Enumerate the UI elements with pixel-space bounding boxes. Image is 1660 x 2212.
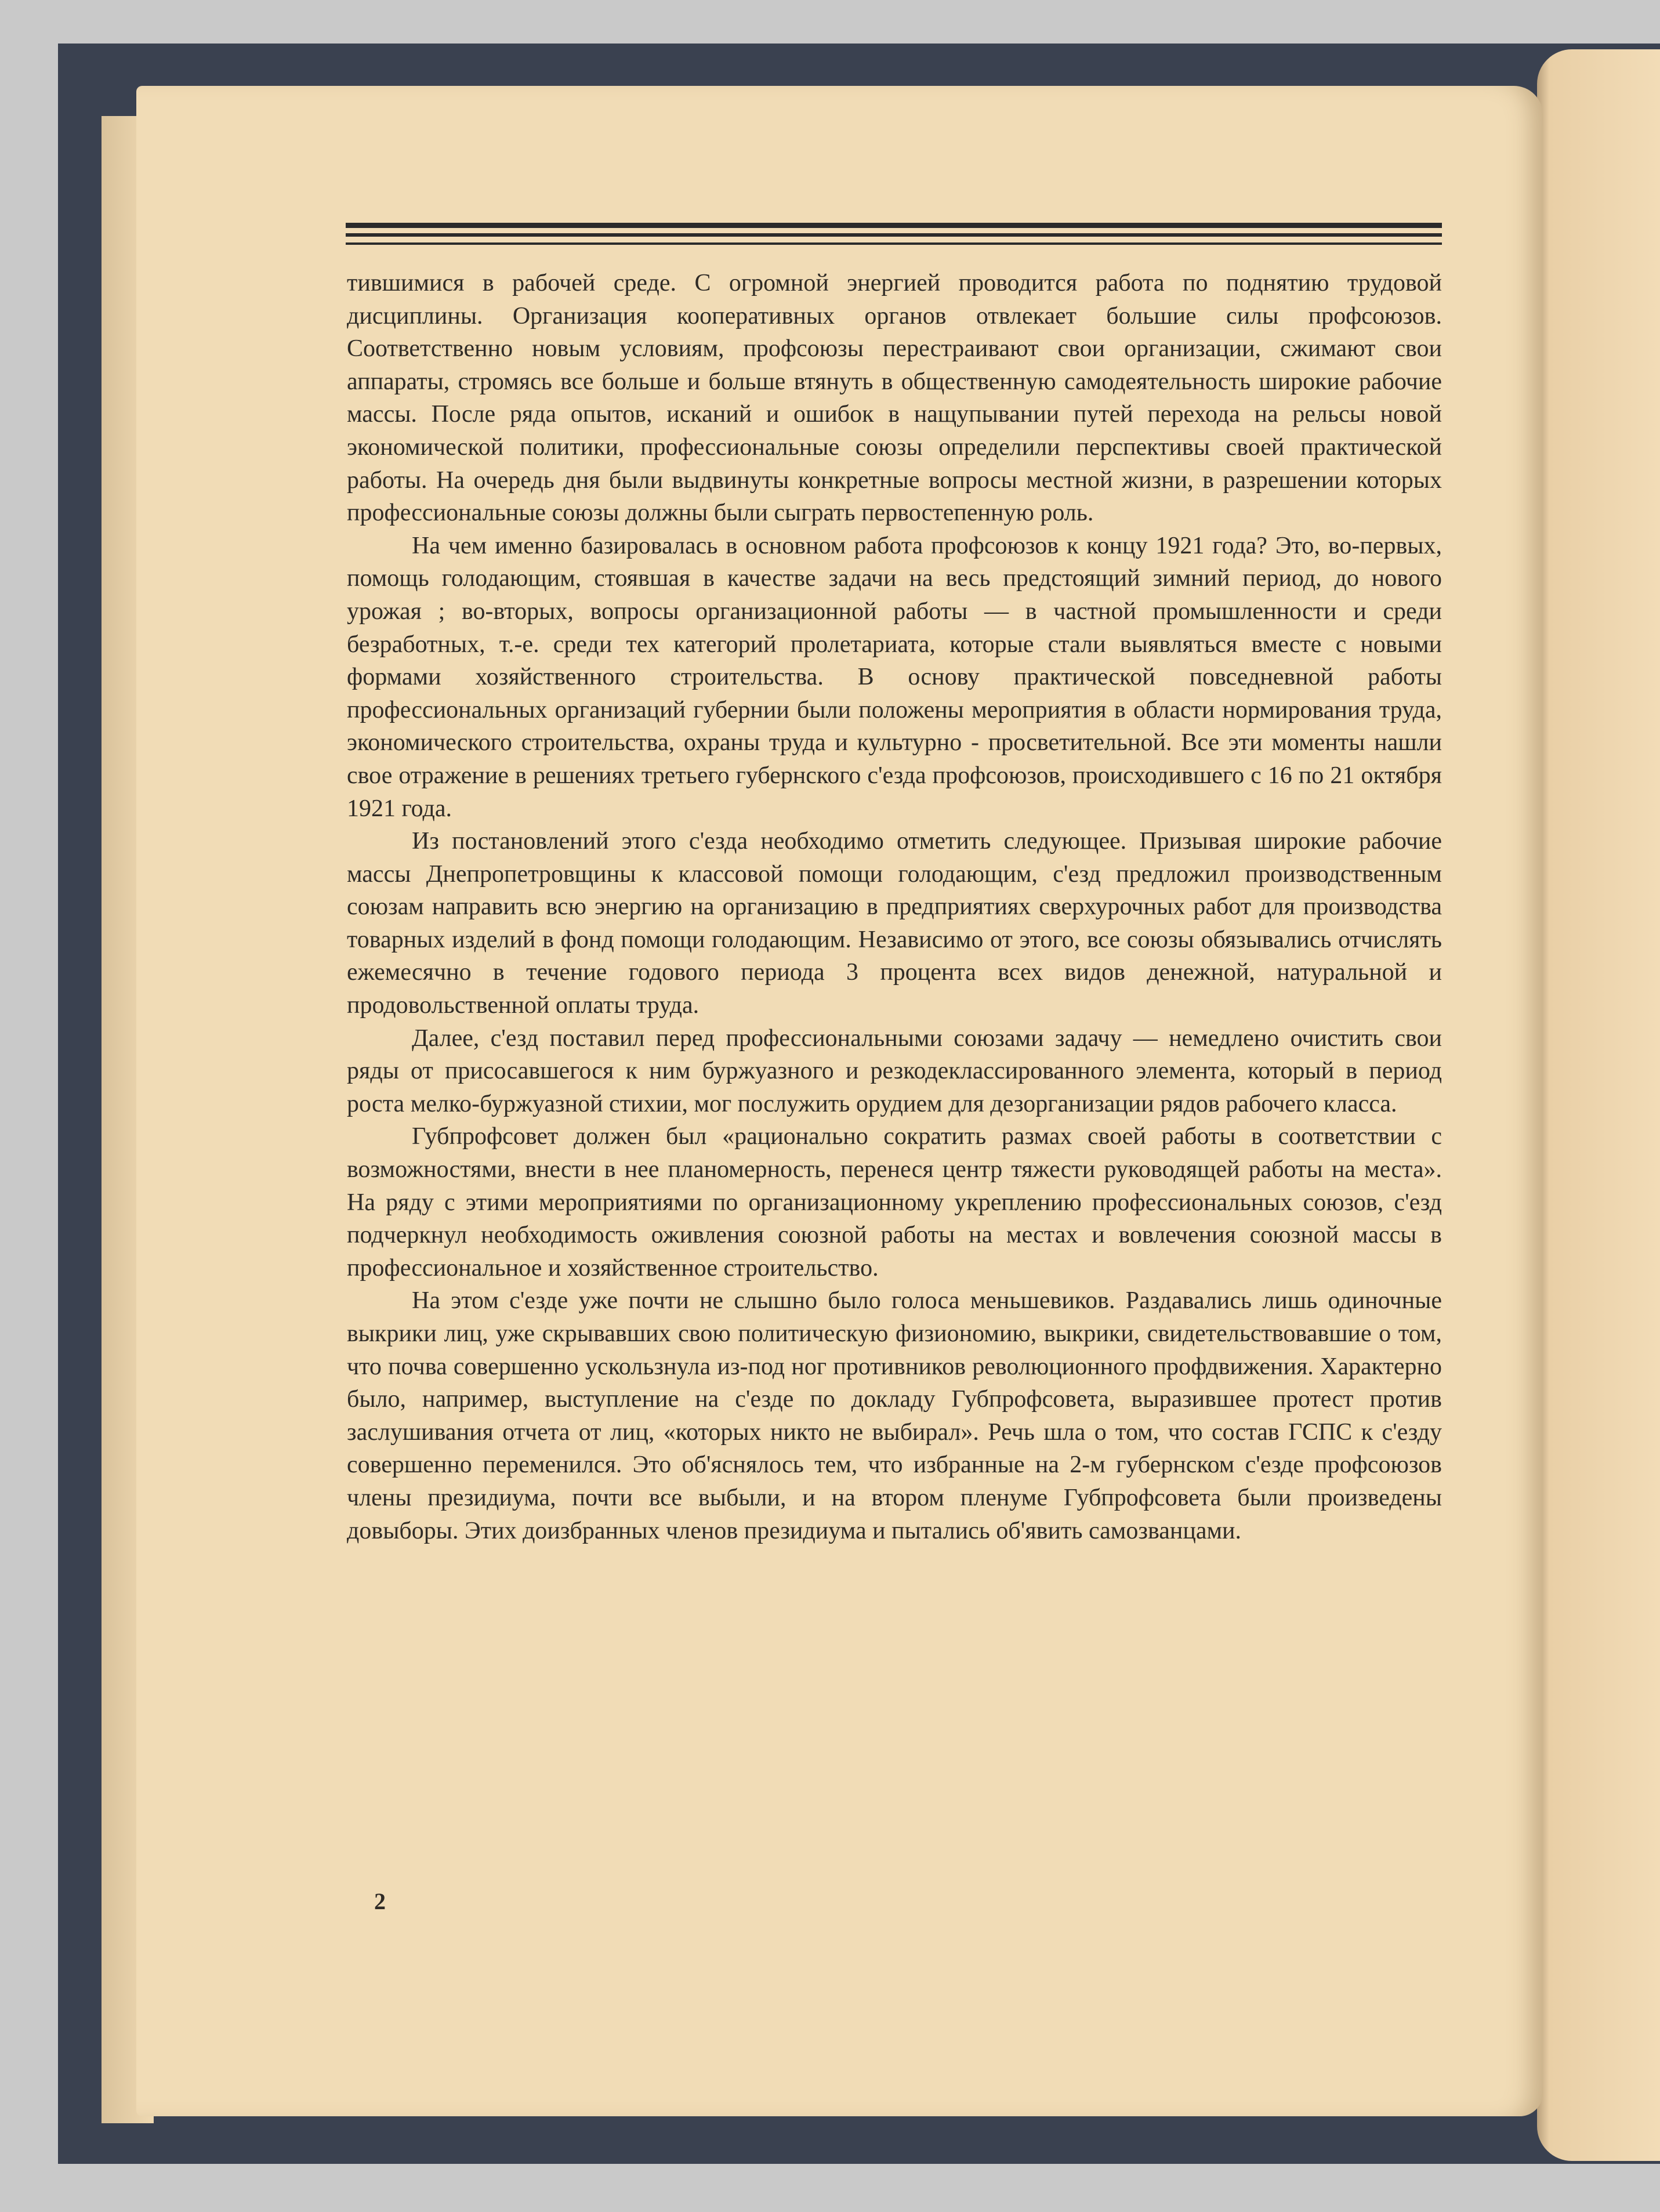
header-rule xyxy=(346,242,1442,245)
paragraph: Далее, с'езд поставил перед профессиональными союзами задачу — немедлено очистить свои ряды от присосавшегося к ним буржуазного и резкодеклассированного элемента, который в период роста мелко-буржуазной стихии, мог послужить орудием для дезорганизации рядов рабочего класса. xyxy=(347,1024,1442,1117)
page-number: 2 xyxy=(374,1888,386,1914)
page-body-text xyxy=(347,267,1442,1547)
paragraph: На этом с'езде уже почти не слышно было голоса меньшевиков. Раздавались лишь одиночные выкрики лиц, уже скрывавших свою политическую физиономию, выкрики, свидетельствовавшие о том, что почва совершенно ускользнула из-под ног противников революционного профдвижения. Характерно было, например, выступление на с'езде по докладу Губпрофсовета, выразившее протест против заслушивания отчета от лиц, «которых никто не выбирал». Речь шла о том, что состав ГСПС к с'езду совершенно переменился. Это об'яснялось тем, что избранные на 2-м губернском с'езде профсоюзов члены президиума, почти все выбыли, и на втором пленуме Губпрофсовета были произведены довыборы. Этих доизбранных членов президиума и пытались об'явить самозванцами. xyxy=(347,1287,1442,1544)
header-rule xyxy=(346,233,1442,237)
header-rule xyxy=(346,223,1442,228)
paragraph: Губпрофсовет должен был «рационально сократить размах своей работы в соответствии с возможностями, внести в нее планомерность, перенеся центр тяжести руководящей работы на места». На ряду с этими мероприятиями по организационному укреплению профессиональных союзов, с'езд подчеркнул необходимость оживления союзной работы на местах и вовлечения союзной массы в профессиональное и хозяйственное строительство. xyxy=(347,1123,1442,1281)
paragraph: тившимися в рабочей среде. С огромной энергией проводится работа по поднятию трудовой дисциплины. Организация кооперативных органов отвлекает большие силы профсоюзов. Соответственно новым условиям, профсоюзы перестраивают свои организации, сжимают свои аппараты, стромясь все больше и больше втянуть в общественную самодеятельность широкие рабочие массы. После ряда опытов, исканий и ошибок в нащупывании путей перехода на рельсы новой экономической политики, профессиональные союзы определили перспективы своей практической работы. На очередь дня были выдвинуты конкретные вопросы местной жизни, в разрешении которых профессиональные союзы должны были сыграть первостепенную роль. xyxy=(347,270,1442,527)
facing-page-edge xyxy=(1537,49,1660,2161)
paragraph: Из постановлений этого с'езда необходимо отметить следующее. Призывая широкие рабочие массы Днепропетровщины к классовой помощи голодающим, с'езд предложил производственным союзам направить всю энергию на организацию в предприятиях сверхурочных работ для производства товарных изделий в фонд помощи голодающим. Независимо от этого, все союзы обязывались отчислять ежемесячно в течение годового периода 3 процента всех видов денежной, натуральной и продовольственной оплаты труда. xyxy=(347,828,1442,1019)
paragraph: На чем именно базировалась в основном работа профсоюзов к концу 1921 года? Это, во-первых, помощь голодающим, стоявшая в качестве задачи на весь предстоящий зимний период, до нового урожая ; во-вторых, вопросы организационной работы — в частной промышленности и среди безработных, т.-е. среди тех категорий пролетариата, которые стали выявляться вместе с новыми формами хозяйственного строительства. В основу практической повседневной работы профессиональных организаций губернии были положены мероприятия в области нормирования труда, экономического строительства, охраны труда и культурно - просветительной. Все эти моменты нашли свое отражение в решениях третьего губернского с'езда профсоюзов, происходившего с 16 по 21 октября 1921 года. xyxy=(347,532,1442,822)
